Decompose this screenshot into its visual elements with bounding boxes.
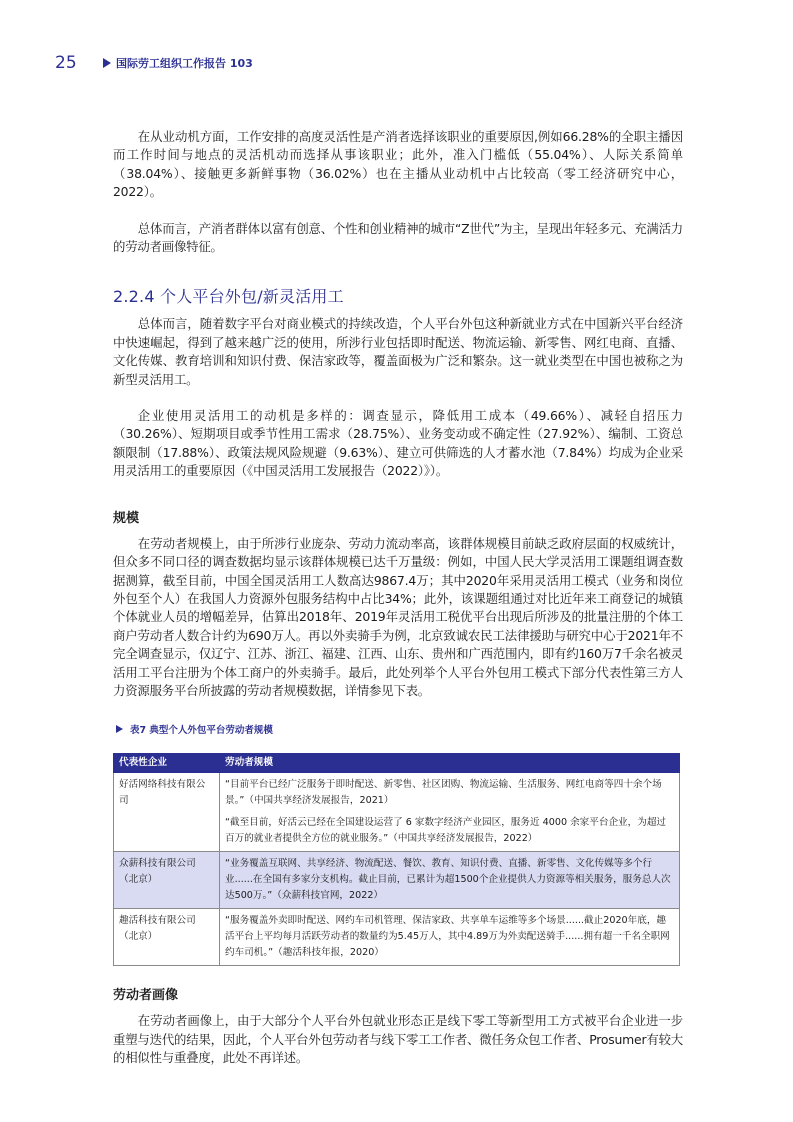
table-cell-company: 众薪科技有限公司（北京） <box>114 852 220 909</box>
table-cell-company: 好活网络科技有限公司 <box>114 773 220 852</box>
paragraph-motives: 企业使用灵活用工的动机是多样的：调查显示，降低用工成本（49.66%）、减轻自招压力（30.26%）、短期项目或季节性用工需求（28.75%）、业务变动或不确定性（27.92%）、编制、工资总额限制（17.88%）、政策法规风险规避（9.63%）、建立可供筛选的人才蓄水池（7.84%）均成为企业采用灵活用工的重要原因（《中国灵活用工发展报告（2022）》）。 <box>113 408 683 479</box>
portrait-heading: 劳动者画像 <box>113 988 179 1004</box>
table-caption-text: 表7 典型个人外包平台劳动者规模 <box>130 725 273 737</box>
running-title-text: 国际劳工组织工作报告 103 <box>116 57 253 70</box>
paragraph-summary: 总体而言，产消者群体以富有创意、个性和创业精神的城市“Z世代”为主，呈现出年轻多元、充满活力的劳动者画像特征。 <box>113 220 683 255</box>
table-cell-scale <box>220 773 680 852</box>
page-header <box>55 52 253 74</box>
page-number: 25 <box>55 53 77 73</box>
table-cell-scale <box>220 909 680 966</box>
paragraph-portrait: 在劳动者画像上，由于大部分个人平台外包就业形态正是线下零工等新型用工方式被平台企业进一步重塑与迭代的结果，因此，个人平台外包劳动者与线下零工工作者、微任务众包工作者、Prosumer有较大的相似性与重叠度，此处不再详述。 <box>113 1013 683 1066</box>
section-title: 2.2.4 个人平台外包/新灵活用工 <box>113 287 344 307</box>
table-cell-scale <box>220 852 680 909</box>
table-header-row <box>114 754 680 773</box>
triangle-bullet-icon <box>116 725 123 733</box>
table-caption <box>116 722 683 736</box>
page-content <box>113 128 683 1068</box>
paragraph-section-intro: 总体而言，随着数字平台对商业模式的持续改造，个人平台外包这种新就业方式在中国新兴平台经济中快速崛起，得到了越来越广泛的使用，所涉行业包括即时配送、物流运输、新零售、网红电商、直播、文化传媒、教育培训和知识付费、保洁家政等，覆盖面极为广泛和繁杂。这一就业类型在中国也被称之为新型灵活用工。 <box>113 316 683 387</box>
table-quote: “截至目前，好活云已经在全国建设运营了 6 家数字经济产业园区，服务近 4000 余家平台企业，为超过百万的就业者提供全方位的就业服务。”（中国共享经济发展报告，2022） <box>225 817 667 845</box>
table-row <box>114 773 680 852</box>
table-quote: “业务覆盖互联网、共享经济、物流配送、餐饮、教育、知识付费、直播、新零售、文化传媒等多个行业......在全国有多家分支机构。截止目前，已累计为超1500个企业提供人力资源等相关服务，服务总人次达500万。”（众薪科技官网，2022） <box>225 858 671 902</box>
table-row <box>114 909 680 966</box>
table-quote: “服务覆盖外卖即时配送、网约车司机管理、保洁家政、共享单车运维等多个场景......截止2020年底，趣活平台上平均每月活跃劳动者的数量约为5.45万人，其中4.89万为外卖配送骑手......拥有超一千名全职网约车司机。”（趣活科技年报，2020） <box>225 915 670 959</box>
table-row <box>114 852 680 909</box>
table-quote: “目前平台已经广泛服务于即时配送、新零售、社区团购、物流运输、生活服务、网红电商等四十余个场景。”（中国共享经济发展报告，2021） <box>225 779 662 807</box>
paragraph-motivation: 在从业动机方面，工作安排的高度灵活性是产消者选择该职业的重要原因,例如66.28%的全职主播因而工作时间与地点的灵活机动而选择从事该职业；此外，准入门槛低（55.04%）、人际关系简单（38.04%）、接触更多新鲜事物（36.02%）也在主播从业动机中占比较高（零工经济研究中心，2022）。 <box>113 129 683 200</box>
table-cell-company: 趣活科技有限公司（北京） <box>114 909 220 966</box>
paragraph-scale: 在劳动者规模上，由于所涉行业庞杂、劳动力流动率高，该群体规模目前缺乏政府层面的权威统计，但众多不同口径的调查数据均显示该群体规模已达千万量级：例如，中国人民大学灵活用工课题组调查数据测算，截至目前，中国全国灵活用工人数高达9867.4万；其中2020年采用灵活用工模式（业务和岗位外包至个人）在我国人力资源外包服务结构中占比34%；此外，该课题组通过对比近年来工商登记的城镇个体就业人员的增幅差异，估算出2018年、2019年灵活用工税优平台出现后所涉及的批量注册的个体工商户劳动者人数合计约为690万人。再以外卖骑手为例，北京致诚农民工法律援助与研究中心于2021年不完全调查显示，仅辽宁、江苏、浙江、福建、江西、山东、贵州和广西范围内，即有约160万7千余名被灵活用工平台注册为个体工商户的外卖骑手。最后，此处列举个人平台外包用工模式下部分代表性第三方人力资源服务平台所披露的劳动者规模数据，详情参见下表。 <box>113 535 683 698</box>
platform-scale-table <box>113 753 680 966</box>
table-header-scale: 劳动者规模 <box>220 754 680 773</box>
scale-heading: 规模 <box>113 510 140 526</box>
table-header-company: 代表性企业 <box>114 754 220 773</box>
running-title <box>103 55 253 71</box>
triangle-bullet-icon <box>103 58 111 68</box>
